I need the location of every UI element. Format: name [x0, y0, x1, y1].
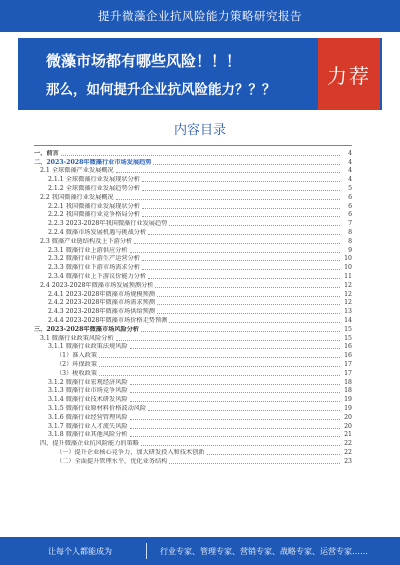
toc-leader-dots	[116, 172, 340, 173]
toc-entry-label: 3.1.2 微藻行业宏观经济风险	[48, 378, 128, 386]
stamp-text: 力荐	[327, 63, 371, 88]
toc-entry-label: 2.3.3 微藻行业下游市场需求分析	[48, 264, 140, 272]
toc-leader-dots	[141, 445, 340, 446]
toc-page-number: 10	[344, 255, 352, 263]
toc-entry-label: （一）提升企业核心竞争力，加大研发投入和技术创新	[56, 448, 205, 456]
toc-entry[interactable]	[34, 167, 352, 176]
toc-entry-label: 3.1.1 微藻行业政策法规风险	[48, 343, 128, 351]
toc-title: 内容目录	[173, 123, 226, 138]
toc-page-number: 12	[344, 290, 352, 298]
toc-page-number: 6	[348, 193, 352, 201]
toc-leader-dots	[130, 419, 340, 420]
toc-entry-label: 3.1.5 微藻行业原材料价格波动风险	[48, 404, 147, 412]
toc-leader-dots	[148, 278, 340, 279]
toc-leader-dots	[116, 340, 340, 341]
toc-entry[interactable]	[34, 431, 352, 440]
toc-entry[interactable]	[34, 158, 352, 167]
toc-page-number: 15	[344, 325, 352, 333]
toc-entry[interactable]	[34, 202, 352, 211]
toc-entry-label: 2.2.4 微藻市场发展机遇与挑战分析	[48, 228, 147, 236]
toc-entry[interactable]	[34, 255, 352, 264]
toc-leader-dots	[169, 463, 340, 464]
toc-entry[interactable]	[34, 281, 352, 290]
banner-headline: 微藻市场都有哪些风险！！！	[46, 52, 242, 70]
toc-page-number: 16	[344, 343, 352, 351]
toc-entry-label: 2.4.3 2023-2028年微藻市场供给预测	[48, 308, 155, 316]
toc-page-number: 15	[344, 334, 352, 342]
toc-entry-label: 2.3.2 微藻行业中游生产运营分析	[48, 255, 140, 263]
toc-leader-dots	[130, 348, 340, 349]
toc-entry-label: （3）税收政策	[56, 369, 98, 377]
toc-page-number: 19	[344, 396, 352, 404]
toc-entry[interactable]	[34, 193, 352, 202]
toc-leader-dots	[130, 436, 340, 437]
toc-leader-dots	[134, 243, 340, 244]
toc-entry-label: 3.1.8 微藻行业其他风险分析	[48, 431, 128, 439]
toc-leader-dots	[142, 260, 340, 261]
toc-entry-label: 2.2.3 2023-2028年我国微藻行业发展趋势	[48, 220, 168, 228]
toc-entry-label: （二）全面提升管理水平，优化业务结构	[56, 457, 168, 465]
toc-entry-label: 一、前言	[34, 149, 59, 157]
toc-entry-label: 3.1.7 微藻行业人才流失风险	[48, 422, 128, 430]
toc-leader-dots	[142, 190, 340, 191]
toc-divider	[34, 145, 352, 146]
toc-entry[interactable]	[34, 448, 352, 457]
toc-leader-dots	[169, 322, 340, 323]
toc-entry[interactable]	[34, 378, 352, 387]
toc-entry[interactable]	[34, 272, 352, 281]
toc-entry-label: 2.2 我国微藻行业发展概况	[40, 193, 114, 201]
banner-subheadline: 那么，如何提升企业抗风险能力？？？	[46, 82, 276, 98]
toc-entry[interactable]	[34, 413, 352, 422]
toc-entry[interactable]	[34, 290, 352, 299]
toc-entry-label: （1）准入政策	[56, 352, 98, 360]
toc-entry-label: 2.4.2 2023-2028年微藻市场需求预测	[48, 299, 155, 307]
toc-entry-label: 3.1 微藻行业政策风险分析	[40, 334, 114, 342]
toc-entry-label: 四、提升微藻企业抗风险能力的策略	[40, 440, 139, 448]
toc-entry[interactable]	[34, 351, 352, 360]
toc-page-number: 21	[344, 431, 352, 439]
toc-entry[interactable]	[34, 228, 352, 237]
toc-entry[interactable]	[34, 263, 352, 272]
toc-page-number: 13	[344, 308, 352, 316]
footer-slogan-right: 行业专家、管理专家、营销专家、战略专家、运营专家……	[160, 547, 368, 556]
toc-leader-dots	[169, 225, 340, 226]
toc-entry-label: 二、2023-2028年微藻行业市场发展趋势	[34, 158, 152, 166]
toc-leader-dots	[130, 392, 340, 393]
toc-entry-label: 2.1.2 全球微藻行业发展趋势分析	[48, 184, 140, 192]
toc-page-number: 5	[348, 184, 352, 192]
toc-entry-label: 三、2023-2028年微藻市场风险分析	[34, 325, 140, 333]
toc-leader-dots	[157, 296, 340, 297]
toc-entry[interactable]	[34, 299, 352, 308]
toc-leader-dots	[142, 181, 340, 182]
toc-entry[interactable]	[34, 387, 352, 396]
toc-page-number: 6	[348, 211, 352, 219]
toc-entry-label: 3.1.6 微藻行业经营管理风险	[48, 413, 128, 421]
toc-page-number: 22	[344, 440, 352, 448]
toc-page-number: 4	[348, 149, 352, 157]
toc-entry[interactable]	[34, 237, 352, 246]
toc-leader-dots	[207, 454, 341, 455]
footer-slogan-left: 让每个人都能成为	[48, 547, 112, 556]
header-bar	[0, 0, 400, 32]
toc-leader-dots	[148, 234, 340, 235]
toc-page-number: 6	[348, 202, 352, 210]
toc-leader-dots	[153, 164, 340, 165]
toc-entry[interactable]	[34, 219, 352, 228]
toc-page-number: 8	[348, 237, 352, 245]
toc-leader-dots	[99, 357, 340, 358]
promo-banner	[18, 38, 382, 110]
toc-leader-dots	[116, 199, 340, 200]
toc-page-number: 19	[344, 404, 352, 412]
toc-page-number: 11	[344, 272, 352, 280]
toc-entry-label: 2.4.4 2023-2028年微藻市场价格走势预测	[48, 316, 168, 324]
toc-leader-dots	[130, 401, 340, 402]
toc-entry-label: 2.3 微藻产业链结构及上下游分析	[40, 237, 133, 245]
toc-page-number: 14	[344, 316, 352, 324]
toc-leader-dots	[141, 331, 340, 332]
toc-entry-label: 2.3.1 微藻行业上游供应分析	[48, 246, 128, 254]
toc-entry[interactable]	[34, 404, 352, 413]
toc-entry-label: 3.1.4 微藻行业技术研发风险	[48, 396, 128, 404]
toc-entry[interactable]	[34, 343, 352, 352]
toc-entry[interactable]	[34, 184, 352, 193]
toc-entry-label: 2.4 2023-2028年微藻市场发展预测分析	[40, 281, 154, 289]
toc-page-number: 4	[348, 158, 352, 166]
toc-page-number: 10	[344, 264, 352, 272]
toc-entry[interactable]	[34, 334, 352, 343]
toc-entry[interactable]	[34, 211, 352, 220]
toc-leader-dots	[99, 366, 340, 367]
toc-entry-label: 2.2.1 我国微藻行业发展现状分析	[48, 202, 140, 210]
toc-leader-dots	[142, 269, 340, 270]
toc-leader-dots	[157, 313, 340, 314]
toc-entry[interactable]	[34, 395, 352, 404]
toc-leader-dots	[142, 216, 340, 217]
toc-entry[interactable]	[34, 457, 352, 466]
toc-page-number: 12	[344, 299, 352, 307]
toc-page-number: 17	[344, 369, 352, 377]
toc-page-number: 8	[348, 228, 352, 236]
toc-leader-dots	[130, 428, 340, 429]
toc-page-number: 4	[348, 176, 352, 184]
toc-leader-dots	[99, 375, 340, 376]
toc-page-number: 18	[344, 378, 352, 386]
toc-leader-dots	[130, 252, 340, 253]
toc-entry-label: 2.2.2 我国微藻行业竞争格局分析	[48, 211, 140, 219]
toc-entry[interactable]	[34, 439, 352, 448]
toc-page-number: 23	[344, 457, 352, 465]
toc-entry[interactable]	[34, 175, 352, 184]
toc-leader-dots	[130, 384, 340, 385]
toc-page-number: 22	[344, 448, 352, 456]
toc-entry-label: 2.3.4 微藻行业上下游议价能力分析	[48, 272, 147, 280]
toc-page-number: 12	[344, 281, 352, 289]
toc-leader-dots	[61, 155, 340, 156]
toc-entry[interactable]	[34, 246, 352, 255]
toc-page-number: 16	[344, 352, 352, 360]
toc-page-number: 9	[348, 246, 352, 254]
report-title: 提升微藻企业抗风险能力策略研究报告	[98, 9, 302, 23]
toc-entry-label: 2.1.1 全球微藻行业发展现状分析	[48, 176, 140, 184]
toc-entry-label: （2）环保政策	[56, 360, 98, 368]
toc-page-number: 20	[344, 413, 352, 421]
toc-leader-dots	[157, 304, 340, 305]
toc-entry[interactable]	[34, 369, 352, 378]
toc-leader-dots	[142, 208, 340, 209]
toc-leader-dots	[148, 410, 340, 411]
toc-leader-dots	[155, 287, 340, 288]
footer-bar	[0, 537, 400, 565]
toc-page-number: 7	[348, 220, 352, 228]
toc-entry[interactable]	[34, 149, 352, 158]
toc-entry[interactable]	[34, 316, 352, 325]
toc-page-number: 17	[344, 360, 352, 368]
toc-entry[interactable]	[34, 360, 352, 369]
toc-page-number: 20	[344, 422, 352, 430]
toc-entry-label: 3.1.3 微藻行业市场竞争风险	[48, 387, 128, 395]
toc-entry[interactable]	[34, 307, 352, 316]
table-of-contents	[34, 149, 352, 466]
toc-entry[interactable]	[34, 422, 352, 431]
toc-entry[interactable]	[34, 325, 352, 334]
toc-page-number: 18	[344, 387, 352, 395]
toc-entry-label: 2.4.1 2023-2028年微藻市场规模预测	[48, 290, 155, 298]
toc-entry-label: 2.1 全球微藻产业发展概况	[40, 167, 114, 175]
footer-separator	[146, 543, 147, 559]
toc-page-number: 4	[348, 167, 352, 175]
recommend-stamp	[318, 38, 380, 110]
